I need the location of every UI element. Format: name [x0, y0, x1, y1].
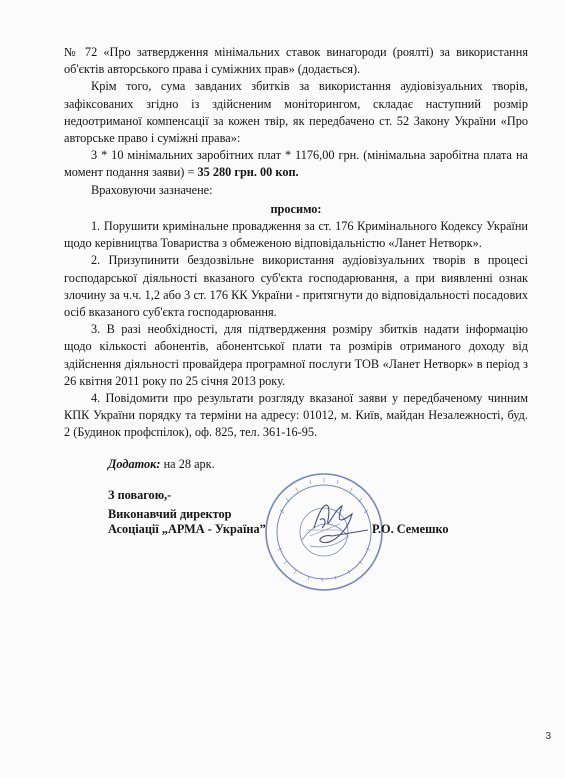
paragraph-calculation	[64, 147, 528, 181]
page-number: 3	[545, 731, 551, 742]
calculation-text: 3 * 10 мінімальних заробітних плат * 1176,00 грн. (мінімальна заробітна плата на момент подання заяви) =	[64, 148, 528, 180]
regards-line: З повагою,-	[108, 487, 172, 502]
request-item-2: 2. Призупинити бездозвільне використання аудіовізуальних творів в процесі господарської діяльності вказаного суб'єкта господарювання, а при виявленні ознак злочину за ч.ч. 1,2 або 3 ст. 176 КК України - притягнути до відповідальності посадових осіб вказаного суб'єкта господарювання.	[64, 253, 528, 320]
signer-title	[108, 507, 266, 537]
request-item-4: 4. Повідомити про результати розгляду вказаної заяви у передбаченому чинним КПК України порядку та терміни на адресу: 01012, м. Київ, майдан Незалежності, буд. 2 (Будинок профспілок), оф. 825, тел. 361-16-95.	[64, 391, 528, 440]
signer-title-line2: Асоціації „АРМА - Україна”	[108, 522, 266, 536]
round-seal-icon	[262, 470, 387, 595]
calculation-total: 35 280 грн. 00 коп.	[197, 165, 299, 180]
attachment-value: на 28 арк.	[160, 456, 215, 471]
attachment-label: Додаток:	[108, 456, 161, 471]
signer-name: Р.О. Семешко	[372, 522, 449, 536]
paragraph-considering: Враховуючи зазначене:	[91, 182, 213, 197]
signer-title-line1: Виконавчий директор	[108, 507, 232, 521]
document-body	[64, 44, 528, 504]
request-item-3: 3. В разі необхідності, для підтвердження розміру збитків надати інформацію щодо кількості абонентів, абонентської плати та розмірів отриманого доходу від здійснення діяльності провайдера програмної послуги ТОВ «Ланет Нетворк» в період з 26 квітня 2011 року по 25 січня 2013 року.	[64, 322, 528, 388]
paragraph-continuation: № 72 «Про затвердження мінімальних ставок винагороди (роялті) за використання об'єктів авторського права і суміжних прав» (додається).	[64, 45, 528, 77]
paragraph-damages: Крім того, сума завданих збитків за використання аудіовізуальних творів, зафіксованих згідно із здійсненим моніторингом, складає наступний розмір недоотриманої компенсації за кожен твір, як передбачено ст. 52 Закону України «Про авторське право і суміжні права»:	[64, 79, 528, 146]
request-heading: просимо:	[270, 201, 322, 216]
request-item-1: 1. Порушити кримінальне провадження за ст. 176 Кримінального Кодексу України щодо керівництва Товариства з обмеженою відповідальністю «Ланет Нетворк».	[64, 219, 528, 251]
